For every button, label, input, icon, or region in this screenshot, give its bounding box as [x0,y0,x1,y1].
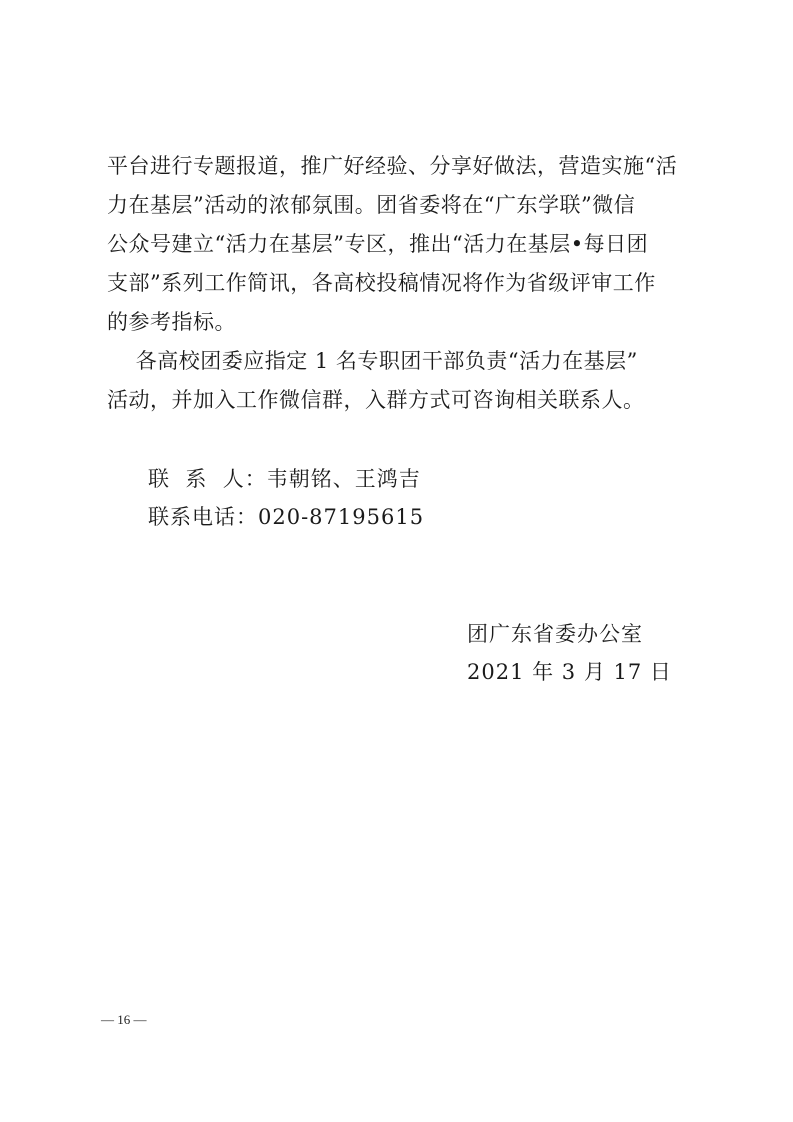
signature-date: 2021 年 3 月 17 日 [467,660,672,684]
paragraph-line: 各高校团委应指定 1 名专职团干部负责“活力在基层” [107,349,638,373]
paragraph-line: 的参考指标。 [107,310,236,334]
paragraph-line: 公众号建立“活力在基层”专区，推出“活力在基层•每日团 [107,232,649,256]
contact-person: 联 系 人：韦朝铭、王鸿吉 [148,467,421,491]
signature-organization: 团广东省委办公室 [467,622,643,646]
paragraph-line: 活动，并加入工作微信群，入群方式可咨询相关联系人。 [107,388,645,412]
paragraph-line: 平台进行专题报道，推广好经验、分享好做法，营造实施“活 [107,154,678,178]
paragraph-line: 力在基层”活动的浓郁氛围。团省委将在“广东学联”微信 [107,193,636,217]
page-number: — 16 — [101,1012,147,1027]
contact-phone: 联系电话：020-87195615 [148,505,425,529]
paragraph-line: 支部”系列工作简讯，各高校投稿情况将作为省级评审工作 [107,271,656,295]
